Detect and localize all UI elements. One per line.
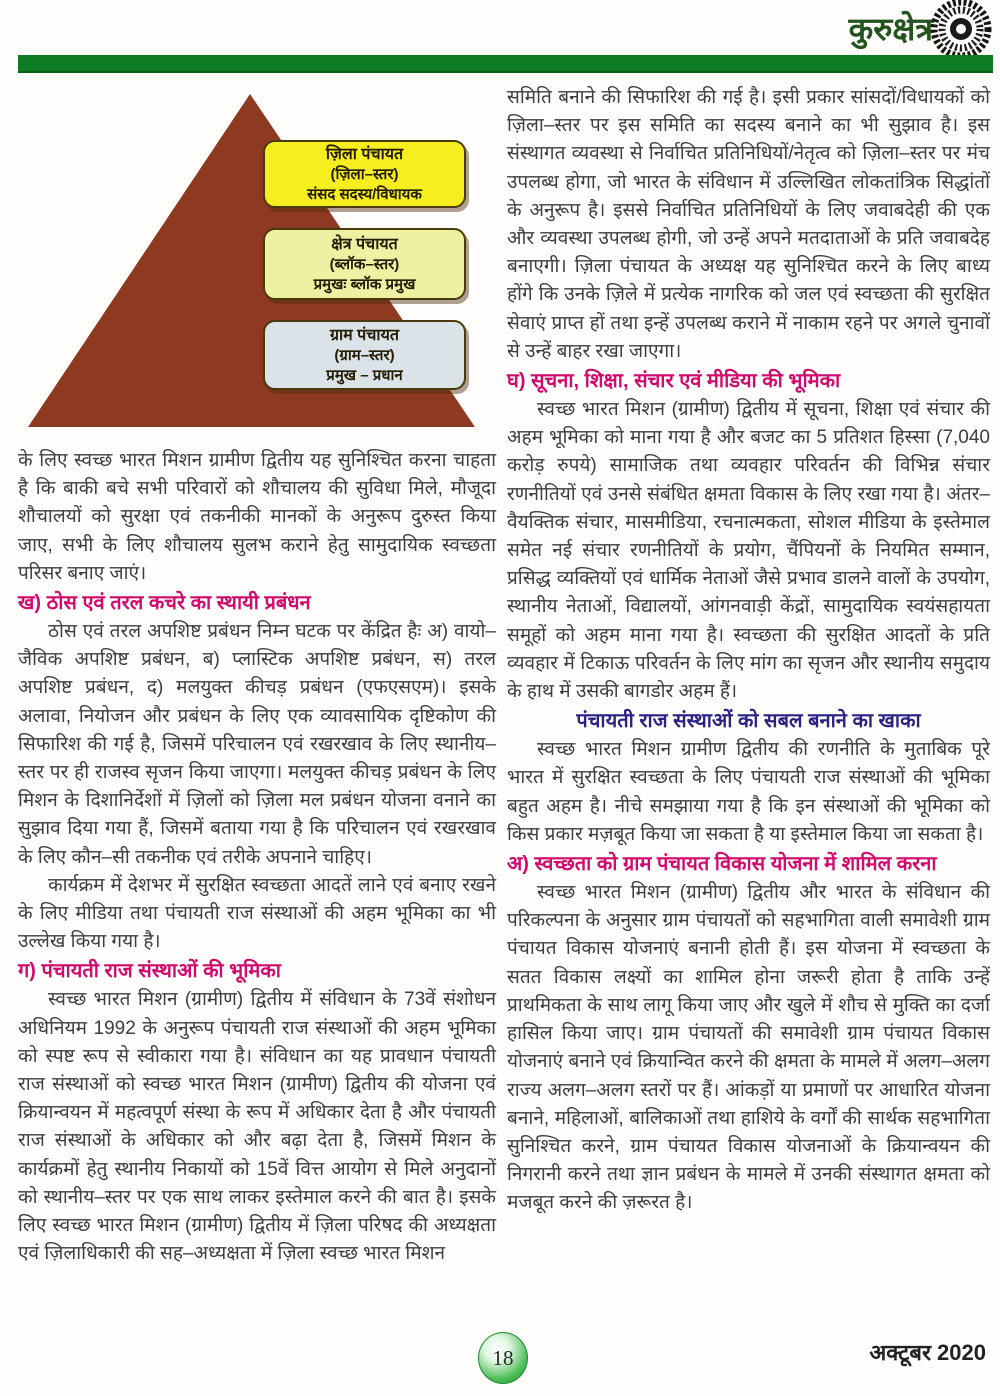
pyramid-level-village <box>263 320 466 390</box>
pyramid-level-title: ग्राम पंचायत <box>330 326 399 344</box>
pyramid-level-head: प्रमुखः ब्लॉक प्रमुख <box>313 275 416 293</box>
issue-date: अक्टूबर 2020 <box>869 1340 986 1365</box>
paragraph: स्वच्छ भारत मिशन (ग्रामीण) द्वितीय और भारत के संविधान की परिकल्पना के अनुसार ग्राम पंचायतों को सहभागिता वाली समावेशी ग्राम पंचायत विकास योजनाएं बनानी होती हैं। इस योजना में स्वच्छता के सतत विकास लक्ष्यों का शामिल होना जरूरी होता है ताकि उन्हें प्राथमिकता के साथ लागू किया जाए और खुले में शौच से मुक्ति का दर्जा हासिल किया जाए। ग्राम पंचायतों की समावेशी ग्राम पंचायत विकास योजनाएं बनाने एवं क्रियान्वित करने की क्षमता के मामले में अलग–अलग राज्य अलग–अलग स्तरों पर हैं। आंकड़ों या प्रमाणों पर आधारित योजना बनाने, महिलाओं, बालिकाओं तथा हाशिये के वर्गों की सार्थक सहभागिता सुनिश्चित करने, ग्राम पंचायत विकास योजनाओं के क्रियान्वयन की निगरानी करने तथा ज्ञान प्रबंधन के मामले में उनकी संस्थागत क्षमता को मजबूत करने की ज़रूरत है। <box>507 882 990 1214</box>
section-heading-centered: पंचायती राज संस्थाओं को सबल बनाने का खाका <box>576 710 921 733</box>
pyramid-level-block <box>263 228 466 300</box>
pyramid-level-head: प्रमुख – प्रधान <box>326 366 403 384</box>
pyramid-level-sublevel: (ज़िला–स्तर) <box>330 165 399 183</box>
left-column <box>18 447 496 1268</box>
section-heading: अ) स्वच्छता को ग्राम पंचायत विकास योजना में शामिल करना <box>507 853 937 876</box>
paragraph: कार्यक्रम में देशभर में सुरक्षित स्वच्छता आदतें लाने एवं बनाए रखने के लिए मीडिया तथा पंचायती राज संस्थाओं की अहम भूमिका का भी उल्लेख किया गया है। <box>18 874 496 953</box>
masthead-title: कुरुक्षेत्र <box>848 11 933 47</box>
header-divider-rule <box>18 55 993 73</box>
right-column <box>507 84 990 1218</box>
paragraph: के लिए स्वच्छ भारत मिशन ग्रामीण द्वितीय यह सुनिश्चित करना चाहता है कि बाकी बचे सभी परिवारों को शौचालय की सुविधा मिले, मौजूदा शौचालयों को सुरक्षा एवं तकनीकी मानकों के अनुरूप दुरुस्त किया जाए, सभी के लिए शौचालय सुलभ कराने हेतु सामुदायिक स्वच्छता परिसर बनाए जाएं। <box>18 450 496 584</box>
paragraph: स्वच्छ भारत मिशन (ग्रामीण) द्वितीय में सूचना, शिक्षा एवं संचार की अहम भूमिका को माना गया है और बजट का 5 प्रतिशत हिस्सा (7,040 करोड़ रुपये) सामाजिक तथा व्यवहार परिवर्तन की विभिन्न संचार रणनीतियों एवं उनसे संबंधित क्षमता विकास के लिए रखा गया है। अंतर–वैयक्तिक संचार, मासमीडिया, रचनात्मकता, सोशल मीडिया के इस्तेमाल समेत नई संचार रणनीतियों के प्रयोग, चैंपियनों के नियमित सम्मान, प्रसिद्ध व्यक्तियों एवं धार्मिक नेताओं जैसे प्रभाव डालने वालों के उपयोग, स्थानीय नेताओं, विद्यालयों, आंगनवाड़ी केंद्रों, सामुदायिक स्वयंसहायता समूहों को अहम माना गया है। स्वच्छता की सुरक्षित आदतों के प्रति व्यवहार में टिकाऊ परिवर्तन के लिए मांग का सृजन और स्थानीय समुदाय के हाथ में उसकी बागडोर अहम हैं। <box>507 399 990 703</box>
pyramid-level-title: ज़िला पंचायत <box>325 145 404 163</box>
section-heading: ख) ठोस एवं तरल कचरे का स्थायी प्रबंधन <box>18 592 311 615</box>
panchayat-pyramid-diagram <box>0 88 500 445</box>
paragraph: समिति बनाने की सिफारिश की गई है। इसी प्रकार सांसदों/विधायकों को ज़िला–स्तर पर इस समिति का सदस्य बनाने का भी सुझाव है। इस संस्थागत व्यवस्था से निर्वाचित प्रतिनिधियों/नेतृत्व को ज़िला–स्तर पर मंच उपलब्ध होगा, जो भारत के संविधान में उल्लिखित लोकतांत्रिक सिद्धांतों के अनुरूप है। इससे निर्वाचित प्रतिनिधियों के लिए जवाबदेही की एक और व्यवस्था उपलब्ध होगी, जो उन्हें अपने मतदाताओं के प्रति जवाबदेह बनाएगी। ज़िला पंचायत के अध्यक्ष यह सुनिश्चित करने के लिए बाध्य होंगे कि उनके ज़िले में प्रत्येक नागरिक को जल एवं स्वच्छता की सुरक्षित सेवाएं प्राप्त हों तथा इन्हें उपलब्ध कराने में नाकाम रहने पर अगले चुनावों से उन्हें बाहर रखा जाएगा। <box>507 87 990 362</box>
section-heading: ग) पंचायती राज संस्थाओं की भूमिका <box>18 960 281 983</box>
pyramid-level-sublevel: (ग्राम–स्तर) <box>334 346 395 364</box>
pyramid-level-title: क्षेत्र पंचायत <box>331 235 398 253</box>
pyramid-level-head: संसद सदस्य/विधायक <box>307 185 422 203</box>
pyramid-level-district <box>263 140 466 208</box>
section-heading: घ) सूचना, शिक्षा, संचार एवं मीडिया की भूमिका <box>507 370 841 393</box>
kurukshetra-emblem-icon <box>930 0 992 60</box>
page-number-badge <box>478 1332 528 1384</box>
paragraph: ठोस एवं तरल अपशिष्ट प्रबंधन निम्न घटक पर केंद्रित हैः अ) वायो–जैविक अपशिष्ट प्रबंधन, ब) प्लास्टिक अपशिष्ट प्रबंधन, स) तरल अपशिष्ट प्रबंधन, द) मलयुक्त कीचड़ प्रबंधन (एफएसएम)। इसके अलावा, नियोजन और प्रबंधन के लिए एक व्यावसायिक दृष्टिकोण की सिफारिश की गई है, जिसमें परिचालन एवं रखरखाव के लिए स्थानीय–स्तर पर ही राजस्व सृजन किया जाएगा। मलयुक्त कीचड़ प्रबंधन के लिए मिशन के दिशानिर्देशों में ज़िलों को ज़िला मल प्रबंधन योजना वनाने का सुझाव दिया गया हैं, जिसमें बताया गया है कि परिचालन एवं रखरखाव के लिए कौन–सी तकनीक एवं तरीके अपनाने चाहिए। <box>18 621 496 868</box>
paragraph: स्वच्छ भारत मिशन (ग्रामीण) द्वितीय में संविधान के 73वें संशोधन अधिनियम 1992 के अनुरूप पंचायती राज संस्थाओं की अहम भूमिका को स्पष्ट रूप से स्वीकारा गया है। संविधान का यह प्रावधान पंचायती राज संस्थाओं को स्वच्छ भारत मिशन (ग्रामीण) द्वितीय की योजना एवं क्रियान्वयन में महत्वपूर्ण संस्था के रूप में अधिकार देता है और पंचायती राज संस्थाओं के अधिकार को और बढ़ा देता है, जिसमें मिशन के कार्यक्रमों हेतु स्थानीय निकायों को 15वें वित्त आयोग से मिले अनुदानों को स्थानीय–स्तर पर एक साथ लाकर इस्तेमाल करने की बात है। इसके लिए स्वच्छ भारत मिशन (ग्रामीण) द्वितीय में ज़िला परिषद की अध्यक्षता एवं ज़िलाधिकारी की सह–अध्यक्षता में ज़िला स्वच्छ भारत मिशन <box>18 989 496 1265</box>
pyramid-level-sublevel: (ब्लॉक–स्तर) <box>329 255 400 273</box>
page-number: 18 <box>492 1345 514 1370</box>
paragraph: स्वच्छ भारत मिशन ग्रामीण द्वितीय की रणनीति के मुताबिक पूरे भारत में सुरक्षित स्वच्छता के लिए पंचायती राज संस्थाओं की भूमिका बहुत अहम है। नीचे समझाया गया है कि इन संस्थाओं की भूमिका को किस प्रकार मज़बूत किया जा सकता है या इस्तेमाल किया जा सकता है। <box>507 739 990 845</box>
